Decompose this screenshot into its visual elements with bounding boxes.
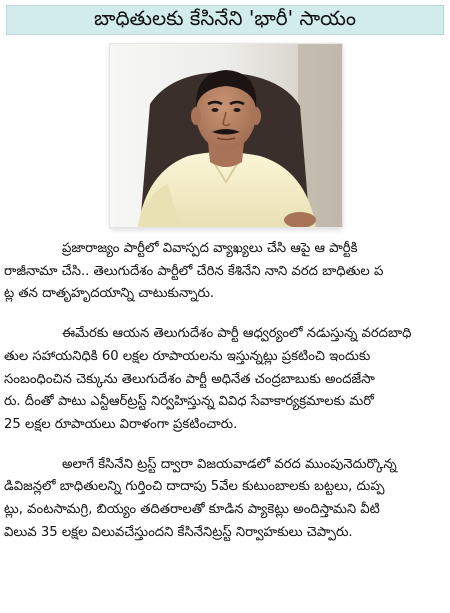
- article-body: [4, 238, 446, 561]
- headline-text: బాధితులకు కేసినేని 'భారీ' సాయం: [94, 5, 356, 30]
- paragraph-1: [4, 238, 446, 306]
- text-line: ఈమేరకు ఆయన తెలుగుదేశం పార్టీ ఆధ్వర్యంలో నడుస్తున్న వరదబాధి: [62, 326, 412, 342]
- text-line: తుల సహాయనిధికి 60 లక్షల రూపాయలను ఇస్తున్నట్లు ప్రకటించి ఇందుకు: [4, 348, 371, 364]
- portrait-photo: [110, 44, 342, 227]
- paragraph-2: [4, 323, 446, 437]
- text-line: విలువ 35 లక్షల విలువచేస్తుందని కేసినేనిట్రస్ట్ నిర్వాహకులు చెప్పారు.: [4, 524, 353, 540]
- paragraph-3: [4, 454, 446, 545]
- text-line: ప్రజారాజ్యం పార్టీలో వివాస్పద వ్యాఖ్యలు చేసి ఆపై ఆ పార్టీకి: [62, 241, 358, 256]
- text-line: డివిజన్లలో బాధితులన్ని గుర్తించి దాదాపు 5వేల కుటుంబాలకు బట్టలు, దుప్ప: [4, 479, 385, 495]
- text-line: సంబంధించిన చెక్కును తెలుగుదేశం పార్టీ అధినేత చంద్రబాబుకు అందజేసా: [4, 371, 375, 387]
- text-line: రాజీనామా చేసి.. తెలుగుదేశం పార్టీలో చేరిన కేశినేని నాని వరద బాధితుల ప: [4, 263, 384, 279]
- text-line: రు. దీంతో పాటు ఎన్టీఆర్‌ట్రస్ట్ నిర్వహిస్తున్న వివిధ సేవాకార్యక్రమాలకు మరో: [4, 394, 374, 410]
- text-line: ట్లు, వంటసామగ్రి, బియ్యం తదితరాలతో కూడిన ప్యాకెట్లు అందిస్తామని వీటి: [4, 502, 380, 518]
- portrait-illustration: [110, 44, 342, 227]
- headline-banner: [6, 5, 444, 35]
- text-line: అలాగే కేసినేని ట్రస్ట్ ద్వారా విజయవాడలో వరద ముంపునెదుర్కొన్న: [62, 456, 397, 472]
- text-line: ట్ల తన దాతృహృదయాన్ని చాటుకున్నారు.: [4, 286, 215, 302]
- text-line: 25 లక్షల రూపాయలు విరాళంగా ప్రకటించారు.: [4, 416, 238, 432]
